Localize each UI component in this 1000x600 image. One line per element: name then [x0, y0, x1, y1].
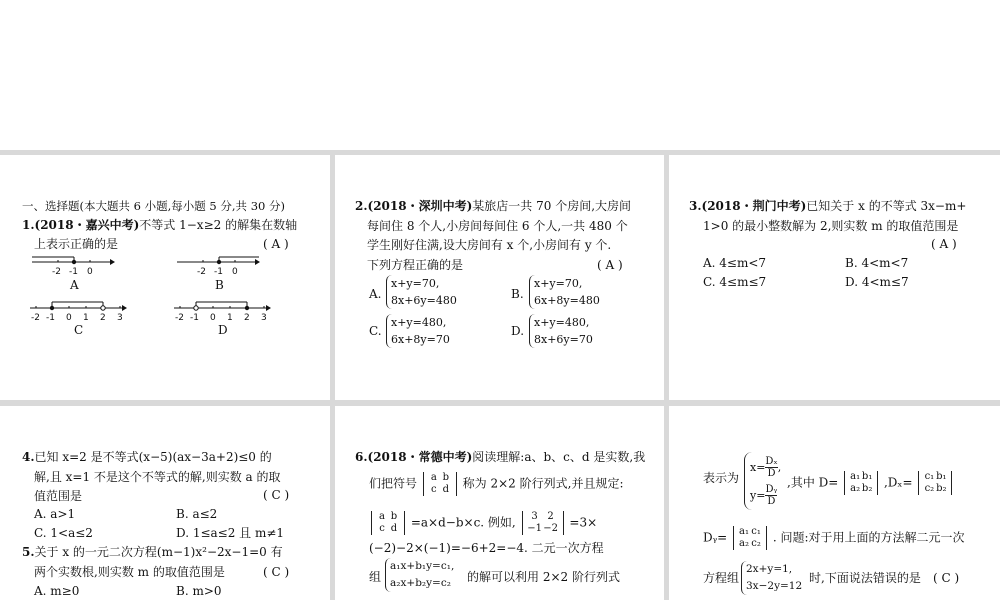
panel-question-4-5	[0, 406, 330, 600]
numerator: Dₓ	[765, 456, 778, 467]
det-entry: c₂	[924, 483, 935, 494]
x-eq-label: x=	[750, 461, 766, 474]
q5-option-a[interactable]: A. m≥0	[34, 584, 80, 598]
comma: ,	[777, 461, 782, 474]
q1-answer: ( A )	[263, 237, 289, 251]
det-entry: d	[390, 523, 398, 534]
q2-number: 2.	[355, 199, 368, 213]
det-entry: b₂	[861, 483, 873, 494]
q6-text-3a: =a×d−b×c. 例如,	[410, 515, 516, 530]
det-entry: b	[390, 511, 398, 522]
panel-question-3	[669, 155, 1000, 400]
equation: a₂x+b₂y=c₂	[390, 577, 451, 589]
tick-label: 3	[117, 313, 123, 323]
det-entry: 3	[531, 511, 538, 522]
tick-label: -1	[214, 267, 223, 277]
equation: 8x+6y=480	[391, 294, 457, 307]
q2-option-d-system[interactable]	[529, 314, 593, 348]
det-entry: c	[379, 523, 385, 534]
det-entry: a₁	[739, 526, 750, 537]
q1-text-1: 不等式 1−x≥2 的解集在数轴	[139, 218, 298, 232]
q4-option-c[interactable]: C. 1<a≤2	[34, 526, 93, 540]
denominator: D	[767, 496, 776, 507]
q1-option-a[interactable]: A	[70, 278, 79, 292]
tick-label: 0	[232, 267, 238, 277]
q5-option-b[interactable]: B. m>0	[176, 584, 222, 598]
det-entry: a₂	[850, 483, 861, 494]
det-entry: b₁	[861, 471, 873, 482]
equation: x+y=70,	[391, 277, 440, 290]
q2-option-c-system[interactable]	[386, 314, 450, 348]
q6c-text-2b: . 问题:对于用上面的方法解二元一次	[772, 530, 965, 545]
det-entry: a	[379, 511, 385, 522]
determinant-example	[522, 511, 564, 535]
q3-number: 3.	[689, 199, 702, 213]
equation: a₁x+b₁y=c₁,	[390, 560, 455, 572]
panel-question-2	[335, 155, 664, 400]
q2-line4: 下列方程正确的是	[367, 257, 464, 272]
tick-label: 2	[244, 313, 250, 323]
tick-label: -1	[46, 313, 55, 323]
equation: x+y=70,	[534, 277, 583, 290]
q6-line1	[355, 448, 645, 467]
q4-line3: 值范围是	[34, 489, 83, 503]
equation: 6x+8y=480	[534, 294, 600, 307]
det-entry: c₂	[751, 538, 761, 549]
det-entry: a₂	[739, 538, 750, 549]
equation: x+y=480,	[391, 316, 447, 329]
determinant-Dx	[918, 471, 952, 495]
tick-label: -2	[197, 267, 206, 277]
q4-line2: 解,且 x=1 不是这个不等式的解,则实数 a 的取	[34, 469, 281, 484]
panel-question-1	[0, 155, 330, 400]
q2-line2: 每间住 8 个人,小房间每间住 6 个人,一共 480 个	[367, 218, 628, 233]
numerator: Dᵧ	[765, 484, 778, 495]
q3-line2: 1>0 的最小整数解为 2,则实数 m 的取值范围是	[703, 218, 959, 233]
q6c-line1	[787, 471, 954, 495]
q6-line2	[369, 472, 623, 496]
q4-option-d[interactable]: D. 1≤a≤2 且 m≠1	[176, 526, 285, 540]
q6-text-1: 阅读理解:a、b、c、d 是实数,我	[472, 450, 646, 464]
tick-label: 0	[210, 313, 216, 323]
panel-question-6-continued	[669, 406, 1000, 600]
q5-text	[22, 543, 283, 582]
q1-source: (2018・嘉兴中考)	[34, 218, 140, 232]
y-formula	[750, 484, 777, 507]
tick-label: -1	[69, 267, 78, 277]
q3-source: (2018・荆门中考)	[701, 199, 807, 213]
q6-text-2a: 们把符号	[369, 476, 418, 491]
q6c-line1a: 表示为	[703, 471, 740, 485]
x-formula	[750, 456, 781, 479]
determinant-symbol	[423, 472, 457, 496]
panel-question-6	[335, 406, 664, 600]
q4-option-a[interactable]: A. a>1	[34, 507, 76, 521]
q6c-line3a: 方程组	[703, 571, 740, 585]
q6c-text-1c: ,Dₓ=	[883, 475, 913, 490]
tick-label: 0	[87, 267, 93, 277]
q6-answer: ( C )	[933, 571, 960, 585]
denominator: D	[767, 468, 776, 479]
q2-answer: ( A )	[597, 258, 623, 272]
q6c-text-2a: Dᵧ=	[703, 530, 728, 545]
determinant-definition	[371, 511, 405, 535]
q2-option-d-label[interactable]: D.	[511, 324, 525, 338]
tick-label: 0	[66, 313, 72, 323]
q4-line1: 已知 x=2 是不等式(x−5)(ax−3a+2)≤0 的	[34, 450, 272, 464]
equation: 2x+y=1,	[746, 563, 793, 575]
q1-option-d[interactable]: D	[218, 323, 228, 337]
q2-line1: 某旅店一共 70 个房间,大房间	[472, 199, 632, 213]
det-entry: 2	[547, 511, 554, 522]
det-entry: −1	[527, 523, 542, 534]
equation: 3x−2y=12	[746, 580, 803, 592]
det-entry: a₁	[850, 471, 861, 482]
tick-label: -2	[52, 267, 61, 277]
q2-option-a-system[interactable]	[386, 275, 457, 309]
q5-answer: ( C )	[263, 565, 290, 579]
q2-text	[355, 197, 631, 275]
det-entry: b	[442, 472, 450, 483]
det-entry: c₁	[924, 471, 935, 482]
q1-text-2: 上表示正确的是	[34, 237, 119, 251]
q4-answer: ( C )	[263, 488, 290, 502]
q4-option-b[interactable]: B. a≤2	[176, 507, 218, 521]
det-entry: a	[430, 472, 437, 483]
q6-system	[385, 558, 454, 592]
q3-option-d[interactable]: D. 4<m≤7	[845, 275, 909, 289]
q3-option-b[interactable]: B. 4<m<7	[845, 256, 909, 270]
q1-number: 1.	[22, 218, 35, 232]
q2-option-c-label[interactable]: C.	[369, 324, 382, 338]
q6c-line2	[703, 526, 965, 550]
tick-label: 1	[83, 313, 89, 323]
q1-option-c[interactable]: C	[74, 323, 84, 337]
q6c-solution-brace	[744, 452, 785, 510]
q6-number: 6.	[355, 450, 368, 464]
fraction	[765, 456, 777, 479]
q2-option-a-label[interactable]: A.	[369, 287, 382, 301]
q6-line5b: 的解可以利用 2×2 阶行列式	[467, 570, 620, 584]
q3-option-c[interactable]: C. 4≤m≤7	[703, 275, 767, 289]
fraction	[765, 484, 777, 507]
tick-label: -2	[31, 313, 40, 323]
q5-number: 5.	[22, 545, 35, 559]
q3-line1: 已知关于 x 的不等式 3x−m+	[806, 199, 967, 213]
q1-line2	[34, 235, 118, 254]
q5-line2: 两个实数根,则实数 m 的取值范围是	[34, 564, 225, 579]
q6-text-2b: 称为 2×2 阶行列式,并且规定:	[462, 476, 624, 491]
equation: 6x+8y=70	[391, 333, 450, 346]
q6c-system	[741, 561, 802, 595]
det-entry: b₂	[936, 483, 947, 494]
equation: 8x+6y=70	[534, 333, 593, 346]
section-title: 一、选择题(本大题共 6 小题,每小题 5 分,共 30 分)	[22, 199, 285, 213]
equation: x+y=480,	[534, 316, 590, 329]
q6-source: (2018・常德中考)	[367, 450, 473, 464]
q3-text	[689, 197, 966, 236]
q1-option-b[interactable]: B	[215, 278, 224, 292]
q1-line1	[22, 216, 297, 235]
determinant-Dy	[733, 526, 767, 550]
q2-option-b-label[interactable]: B.	[511, 287, 524, 301]
det-entry: d	[442, 484, 450, 495]
q3-answer: ( A )	[931, 237, 957, 251]
q4-number: 4.	[22, 450, 35, 464]
q2-option-b-system[interactable]	[529, 275, 600, 309]
q2-source: (2018・深圳中考)	[367, 199, 473, 213]
q4-text	[22, 448, 281, 507]
q6-line4: (−2)−2×(−1)=−6+2=−4. 二元一次方程	[369, 541, 604, 555]
q3-option-a[interactable]: A. 4≤m<7	[703, 256, 767, 270]
tick-label: 1	[227, 313, 233, 323]
det-entry: −2	[543, 523, 558, 534]
tick-label: 3	[261, 313, 267, 323]
q6c-line3b: 时,下面说法错误的是	[809, 571, 921, 585]
tick-label: -2	[175, 313, 184, 323]
determinant-D	[844, 471, 878, 495]
q5-line1: 关于 x 的一元二次方程(m−1)x²−2x−1=0 有	[34, 545, 283, 559]
q6-line5a: 组	[369, 570, 382, 584]
det-entry: b₁	[936, 471, 947, 482]
q2-line3: 学生刚好住满,设大房间有 x 个,小房间有 y 个.	[367, 238, 612, 252]
q6-text-3b: =3×	[569, 515, 598, 530]
det-entry: c₁	[751, 526, 761, 537]
q6c-text-1b: ,其中 D=	[787, 475, 839, 490]
q6-line3	[369, 511, 597, 535]
y-eq-label: y=	[750, 489, 766, 502]
tick-label: 2	[100, 313, 106, 323]
det-entry: c	[431, 484, 437, 495]
tick-label: -1	[190, 313, 199, 323]
